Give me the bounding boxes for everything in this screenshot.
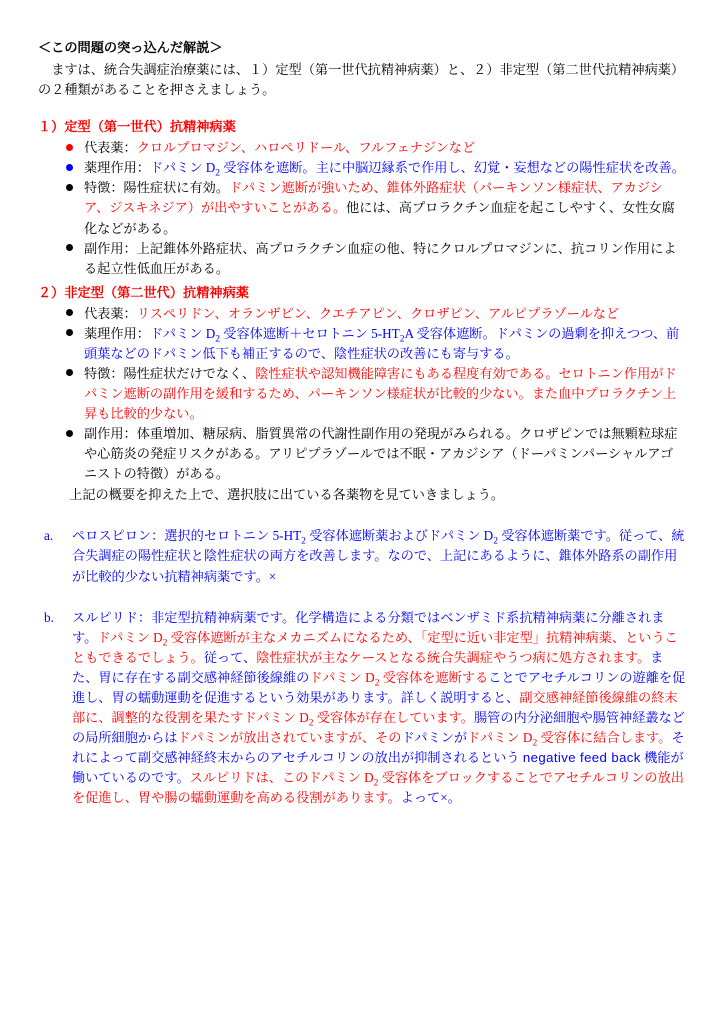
text-segment: 腸管の内分泌細胞や腸管神経叢などの局所細胞からは — [72, 709, 685, 745]
text-segment: 代表薬： — [84, 140, 137, 156]
text-segment: negative feed back — [522, 750, 641, 765]
text-segment: クロルプロマジン、ハロペリドール、フルフェナジンなど — [136, 140, 476, 156]
text-segment: ドパミンが放出されていますが、その — [177, 729, 402, 745]
text-segment: 特徴：陽性症状だけでなく、 — [84, 365, 256, 381]
text-segment: 2 — [215, 334, 220, 345]
bullet-dot-icon — [66, 144, 73, 151]
text-segment: ペロスピロン：選択的セロトニン 5-HT — [72, 528, 302, 544]
text-segment: 薬理作用： — [84, 160, 150, 176]
text-segment: ドパミン D — [309, 669, 375, 685]
bullet-dot-icon — [66, 244, 73, 251]
list-item — [38, 304, 686, 324]
list-item — [38, 324, 686, 364]
text-segment: 2 — [373, 778, 379, 789]
text-segment: A 受容体遮断。ドパミンの過剰を抑えつつ、前頭葉などのドパミン低下も補正するので、陰性症状の改善にも寄与する。 — [84, 325, 680, 361]
list-item — [38, 158, 686, 178]
bullet-list — [38, 138, 686, 278]
bullet-dot-icon — [66, 184, 73, 191]
text-segment: それによって副交感神経終末からのアセチルコリンの放出が抑制されるという — [72, 729, 685, 765]
text-segment: 2 — [308, 718, 314, 729]
text-segment: 2 — [532, 738, 538, 749]
text-segment: ドパミン D — [149, 160, 216, 176]
text-segment: また、胃に存在する副交感神経節後線維の — [72, 649, 664, 685]
answer-list — [38, 526, 686, 808]
text-segment: 受容体を遮断。主に中脳辺縁系で作用し、幻覚・妄想などの陽性症状を改善。 — [220, 160, 685, 176]
text-segment: 2 — [399, 334, 405, 345]
list-item — [38, 424, 686, 484]
text-segment: 機能が働いているのです。 — [72, 750, 684, 786]
text-segment: 副作用：上記錐体外路症状、高プロラクチン血症の他、特にクロルプロマジンに、抗コリン作用による起立性低血圧がある。 — [84, 240, 677, 276]
text-segment: 薬理作用： — [84, 325, 150, 341]
text-segment: スルピリド：非定型抗精神病薬です。化学構造による分類ではベンザミド系抗精神病薬に分離されます。 — [72, 609, 665, 645]
bullet-dot-icon — [66, 430, 73, 437]
text-segment: 従って、 — [203, 649, 257, 665]
text-segment: ドパミン遮断が強いため、錐体外路症状（パーキンソン様症状、アカジシア、ジスキネジア）が出やすいことがある。 — [84, 180, 663, 216]
text-segment: 2 — [215, 168, 220, 179]
answer-item — [38, 608, 686, 809]
list-item — [38, 138, 686, 158]
text-segment: ドパミン D — [467, 729, 533, 745]
bullet-dot-icon — [66, 369, 73, 376]
list-item — [38, 178, 686, 238]
text-segment: 受容体遮断が主なメカニズムになるため、「定型に近い非定型」抗精神病薬、ということもできるでしょう。 — [72, 629, 678, 665]
text-segment: ドパミン D — [243, 709, 309, 725]
text-segment: 副交感神経節後線維の終末部に、調整的な役割を果たす — [72, 689, 678, 725]
section-title: ２）非定型（第二世代）抗精神病薬 — [38, 284, 249, 300]
answer-marker: a. — [44, 528, 54, 544]
text-segment: ドパミン D — [97, 629, 163, 645]
text-segment: ことでアセチルコリンの遊離を促進し、胃の蠕動運動を促進するという効果があります。詳しく説明すると、 — [72, 669, 686, 705]
sections-container — [38, 117, 686, 484]
bullet-dot-icon — [66, 329, 73, 336]
closing-paragraph: 上記の概要を抑えた上で、選択肢に出ている各薬物を見ていきましょう。 — [69, 487, 505, 503]
text-segment: 陰性症状や認知機能障害にもある程度有効である。セロトニン作用がドパミン遮断の副作用を緩和するため、パーキンソン様症状が比較的少ない。また血中プロラクチン上昇も比較的少ない。 — [84, 365, 677, 422]
list-item — [38, 364, 686, 424]
text-segment: 2 — [162, 638, 168, 649]
text-segment: 代表薬： — [84, 305, 137, 321]
document-title: ＜この問題の突っ込んだ解説＞ — [38, 40, 223, 55]
text-segment: ドパミンが — [401, 729, 468, 745]
text-segment: 受容体に結合します。 — [537, 729, 672, 745]
text-segment: 2 — [493, 537, 498, 548]
list-item — [38, 239, 686, 279]
text-segment: 受容体遮断＋セロトニン 5-HT — [220, 325, 400, 341]
text-segment: 他には、高プロラクチン血症を起こしやすく、女性女腐化などがある。 — [84, 200, 675, 236]
answer-item — [38, 526, 686, 586]
intro-paragraph: ますは、統合失調症治療薬には、１）定型（第一世代抗精神病薬）と、２）非定型（第二世代抗精神病薬）の２種類があることを押さえましょう。 — [38, 62, 685, 98]
bullet-dot-icon — [66, 309, 73, 316]
text-segment: 副作用：体重増加、糖尿病、脂質異常の代謝性副作用の発現がみられる。クロザピンでは無顆粒球症や心筋炎の発症リスクがある。アリピプラゾールでは不眠・アカジシア（ドーパミンパーシャルアゴニストの特徴）がある。 — [84, 426, 678, 482]
text-segment: 受容体が存在しています。 — [313, 709, 474, 725]
answer-marker: b. — [44, 609, 54, 625]
section-title: １）定型（第一世代）抗精神病薬 — [38, 119, 236, 135]
text-segment: スルピリドは、この — [189, 770, 309, 786]
text-segment: ドパミン D — [308, 770, 374, 786]
text-segment: 陰性症状が主なケースとなる統合失調症やうつ病に処方されます。 — [256, 649, 651, 665]
text-segment: 受容体を遮断する — [379, 669, 489, 685]
text-segment: 2 — [301, 537, 306, 548]
text-segment: 受容体遮断薬です。従って、統合失調症の陽性症状と陰性症状の両方を改善します。なので、上記にあるように、錐体外路系の副作用が比較的少ない抗精神病薬です。× — [72, 528, 685, 584]
bullet-list — [38, 304, 686, 485]
text-segment: 受容体をブロックすることでアセチルコリンの放出を促進し、胃や腸の蠕動運動を高める役割があります。 — [72, 770, 684, 806]
text-segment: 特徴：陽性症状に有効。 — [84, 180, 230, 196]
text-segment: よって×。 — [400, 790, 461, 806]
text-segment: 受容体遮断薬およびドパミン D — [305, 528, 494, 544]
text-segment: 2 — [374, 678, 380, 689]
text-segment: リスペリドン、オランザピン、クエチアピン、クロザピン、アルピプラゾールなど — [136, 305, 620, 321]
bullet-dot-icon — [66, 164, 73, 171]
text-segment: ドパミン D — [149, 325, 216, 341]
